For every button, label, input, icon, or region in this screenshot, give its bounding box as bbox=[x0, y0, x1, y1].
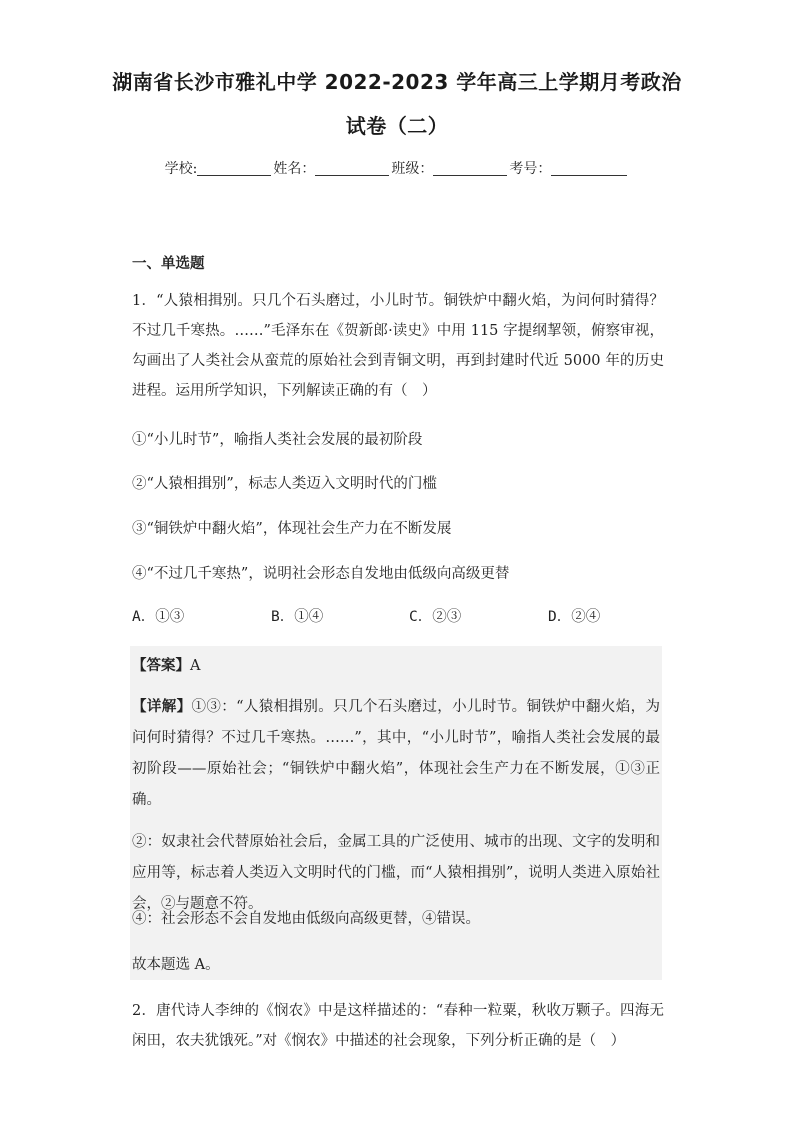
number-label: 考号： bbox=[509, 161, 552, 177]
school-label: 学校: bbox=[164, 161, 198, 177]
detail-paragraph-1 bbox=[132, 692, 660, 816]
class-label: 班级： bbox=[391, 161, 434, 177]
detail-text-1: ①③：“人猿相揖别。只几个石头磨过，小儿时节。铜铁炉中翻火焰，为问何时猜得？不过几千寒热。……”，其中，“小儿时节”，喻指人类社会发展的最初阶段——原始社会；“铜铁炉中翻火焰”，体现社会生产力在不断发展，①③正确。 bbox=[132, 699, 660, 808]
exam-title-line1: 湖南省长沙市雅礼中学 2022-2023 学年高三上学期月考政治 bbox=[112, 70, 682, 94]
question1-statement-2: ②“人猿相揖别”，标志人类迈入文明时代的门槛 bbox=[132, 476, 437, 492]
detail-label: 【详解】 bbox=[132, 699, 192, 715]
exam-title-line2: 试卷（二） bbox=[345, 114, 449, 138]
question1-statement-1: ①“小儿时节”，喻指人类社会发展的最初阶段 bbox=[132, 432, 423, 448]
answer-line bbox=[132, 654, 200, 675]
school-blank bbox=[197, 161, 271, 176]
section-heading: 一、单选题 bbox=[132, 256, 205, 272]
detail-paragraph-3: ④：社会形态不会自发地由低级向高级更替，④错误。 bbox=[132, 911, 480, 927]
choice-a: A．①③ bbox=[132, 609, 185, 625]
detail-conclusion: 故本题选 A。 bbox=[132, 957, 220, 973]
class-blank bbox=[433, 161, 507, 176]
choice-c: C．②③ bbox=[409, 609, 462, 625]
question1-stem: 1．“人猿相揖别。只几个石头磨过，小儿时节。铜铁炉中翻火焰，为问何时猜得？不过几千寒热。……”毛泽东在《贺新郎·读史》中用 115 字提纲挈领，俯察审视，勾画出了人类社会从蛮荒的原始社会到青铜文明，再到封建时代近 5000 年的历史进程。运用所学知识，下列解读正确的有（ ） bbox=[132, 293, 664, 399]
answer-label: 【答案】 bbox=[132, 658, 190, 674]
student-info-row bbox=[0, 158, 794, 178]
name-blank bbox=[315, 161, 389, 176]
question1-statement-3: ③“铜铁炉中翻火焰”，体现社会生产力在不断发展 bbox=[132, 521, 452, 537]
number-blank bbox=[551, 161, 627, 176]
question2-stem: 2．唐代诗人李绅的《悯农》中是这样描述的：“春种一粒粟，秋收万颗子。四海无闲田，农夫犹饿死。”对《悯农》中描述的社会现象，下列分析正确的是（ ） bbox=[132, 1003, 664, 1049]
choice-b: B．①④ bbox=[271, 609, 324, 625]
choice-d: D．②④ bbox=[548, 609, 601, 625]
answer-value: A bbox=[190, 658, 201, 674]
detail-paragraph-2: ②：奴隶社会代替原始社会后，金属工具的广泛使用、城市的出现、文字的发明和应用等，标志着人类迈入文明时代的门槛，而“人猿相揖别”，说明人类进入原始社会，②与题意不符。 bbox=[132, 834, 660, 912]
name-label: 姓名： bbox=[273, 161, 316, 177]
question1-statement-4: ④“不过几千寒热”，说明社会形态自发地由低级向高级更替 bbox=[132, 566, 510, 582]
